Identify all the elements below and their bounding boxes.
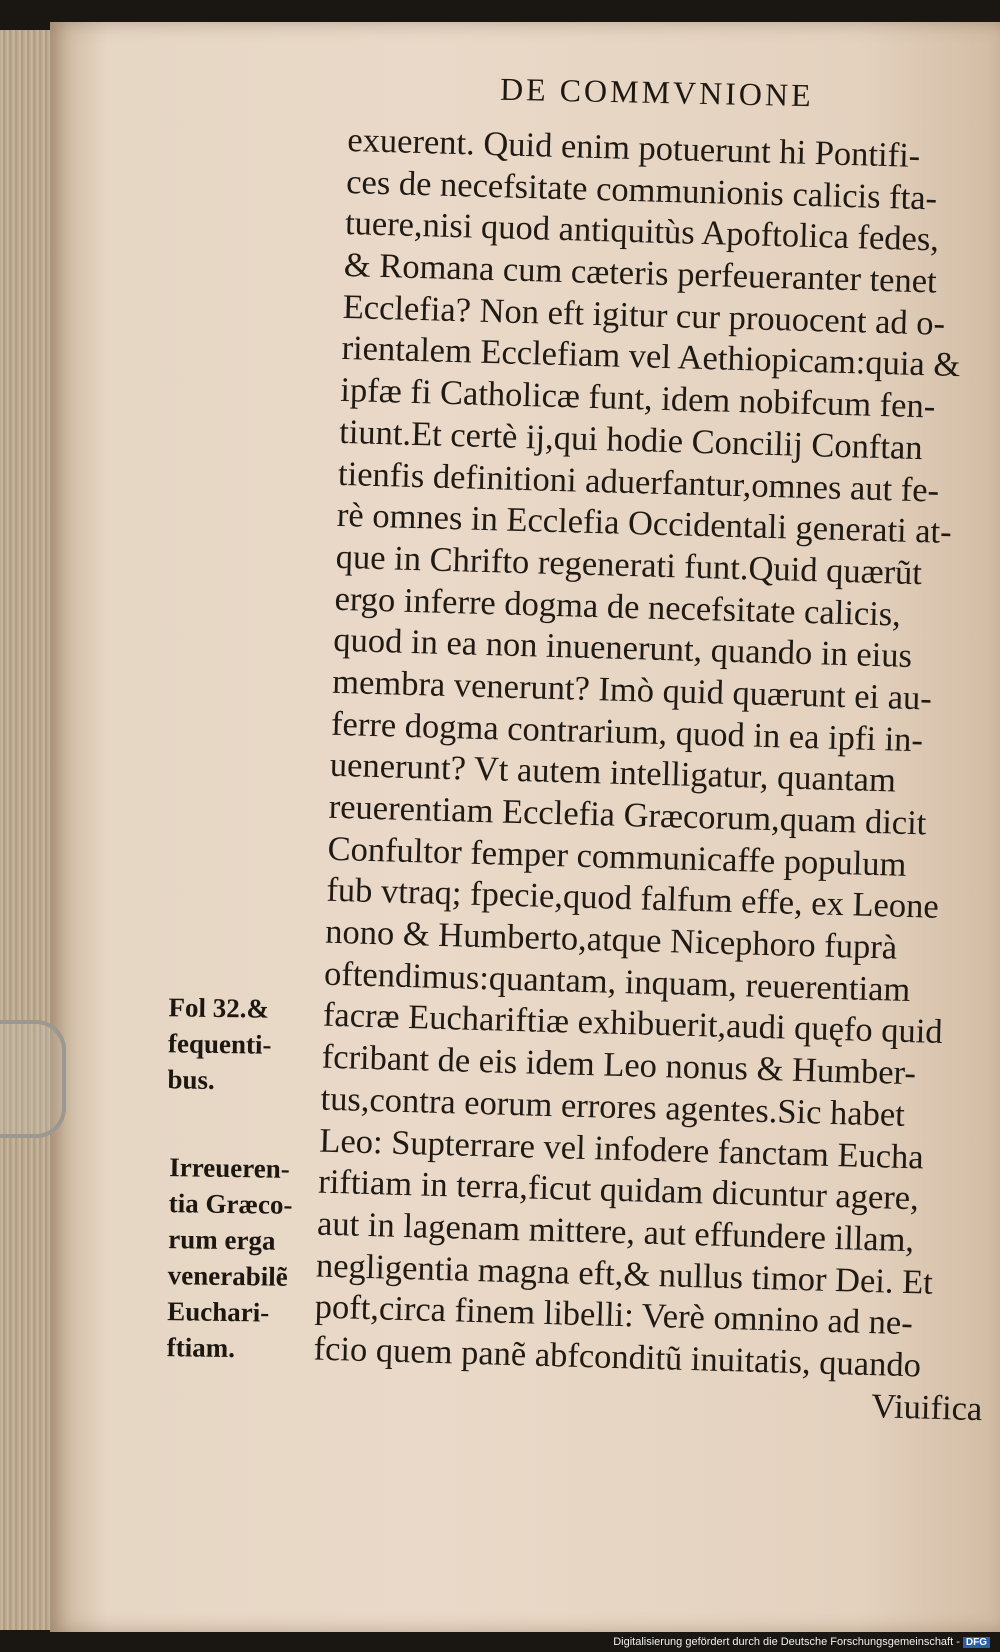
text-line: facræ Euchariftiæ exhibuerit,audi quęfo quid — [322, 996, 944, 1052]
text-line: uenerunt? Vt autem intelligatur, quantam — [329, 746, 897, 800]
margin-note-line: fequenti- — [167, 1028, 272, 1060]
text-line: tiunt.Et certè ij,qui hodie Concilij Conftan — [338, 412, 924, 467]
catchword: Viuifica — [870, 1386, 983, 1428]
margin-note-reference — [167, 989, 272, 1098]
text-line: tuere,nisi quod antiquitùs Apoftolica fedes, — [344, 204, 940, 259]
margin-note-line: Irreueren- — [169, 1152, 290, 1184]
text-line: nono & Humberto,atque Nicephoro fuprà — [324, 912, 898, 967]
digitization-footer — [613, 1636, 990, 1648]
text-line: ipfæ fi Catholicæ funt, idem nobifcum fen- — [339, 371, 936, 426]
text-line: que in Chrifto regenerati funt.Quid quærũt — [335, 537, 923, 593]
text-line: tus,contra eorum errores agentes.Sic habet — [320, 1079, 906, 1134]
text-line: rè omnes in Ecclefia Occidentali generati at- — [336, 496, 953, 552]
text-line: & Romana cum cæteris perfeueranter tenet — [343, 246, 938, 301]
text-line: tienfis definitioni aduerfantur,omnes aut fe- — [337, 454, 940, 510]
text-line: reuerentiam Ecclefia Græcorum,quam dicit — [328, 787, 927, 843]
text-line: riftiam in terra,ficut quidam dicuntur agere, — [317, 1162, 920, 1218]
text-line: poft,circa finem libelli: Verè omnino ad ne- — [314, 1287, 914, 1343]
text-line: ergo inferre dogma de necefsitate calicis, — [334, 579, 902, 634]
text-line: fcribant de eis idem Leo nonus & Humber- — [321, 1037, 917, 1093]
margin-note-line: bus. — [167, 1064, 216, 1095]
text-line: oftendimus:quantam, inquam, reuerentiam — [323, 954, 911, 1009]
text-line: aut in lagenam mittere, aut effundere illam, — [316, 1204, 915, 1260]
dfg-logo: DFG — [963, 1637, 990, 1648]
text-line: Confultor femper communicaffe populum — [327, 829, 907, 884]
text-line: exuerent. Quid enim potuerunt hi Pontifi- — [346, 120, 921, 175]
text-line: fub vtraq; fpecie,quod falfum effe, ex Leone — [325, 871, 940, 927]
text-line: Ecclefia? Non eft igitur cur prouocent ad o- — [342, 287, 946, 343]
margin-note-line: rum erga — [168, 1224, 276, 1256]
text-line: quod in ea non inuenerunt, quando in eius — [332, 621, 913, 676]
margin-note-line: Euchari- — [167, 1296, 270, 1328]
margin-note-irreverentia — [166, 1149, 293, 1367]
text-line: ferre dogma contrarium, quod in ea ipfi in- — [330, 704, 924, 759]
margin-note-line: Fol 32.& — [168, 992, 270, 1024]
text-line: ces de necefsitate communionis calicis fta- — [345, 162, 938, 218]
text-line: membra venerunt? Imò quid quærunt ei au- — [331, 662, 933, 718]
text-line: rientalem Ecclefiam vel Aethiopicam:quia & — [341, 329, 961, 385]
text-line: negligentia magna eft,& nullus timor Dei. Et — [315, 1246, 934, 1302]
book-page-edge — [0, 30, 57, 1630]
body-text — [312, 120, 1000, 1431]
margin-note-line: ftiam. — [166, 1332, 236, 1364]
text-line: Leo: Supterrare vel infodere fanctam Eucha — [318, 1121, 925, 1176]
book-page — [50, 22, 1000, 1632]
margin-note-line: venerabilẽ — [167, 1260, 288, 1292]
book-clasp — [0, 1020, 66, 1138]
running-head: DE COMMVNIONE — [499, 70, 815, 114]
text-line: fcio quem panẽ abfconditũ inuitatis, quando — [313, 1329, 922, 1385]
margin-note-line: tia Græco- — [168, 1188, 293, 1220]
footer-text: Digitalisierung gefördert durch die Deutsche Forschungsgemeinschaft - — [613, 1636, 960, 1648]
